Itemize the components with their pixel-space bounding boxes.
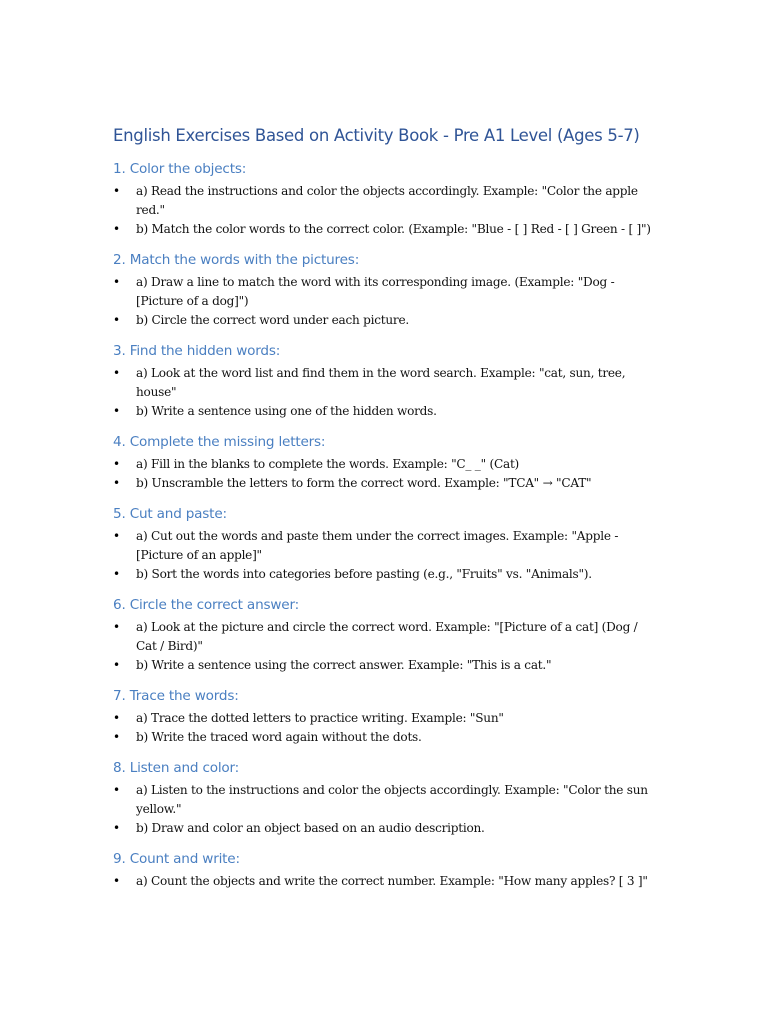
bullet-icon: • (113, 457, 120, 471)
bullet-list (113, 618, 658, 675)
section-heading: 2. Match the words with the pictures: (113, 252, 360, 268)
bullet-list (113, 781, 658, 838)
exercise-section (113, 686, 658, 747)
list-item (113, 273, 658, 311)
section-heading: 6. Circle the correct answer: (113, 597, 299, 613)
list-item-text: b) Write a sentence using one of the hidden words. (136, 404, 437, 418)
bullet-list (113, 709, 658, 747)
list-item (113, 709, 658, 728)
section-heading: 7. Trace the words: (113, 688, 239, 704)
list-item (113, 872, 658, 891)
exercise-section (113, 250, 658, 330)
bullet-list (113, 455, 658, 493)
exercise-section (113, 758, 658, 838)
exercise-section (113, 341, 658, 421)
list-item-text: b) Write the traced word again without the dots. (136, 730, 422, 744)
list-item (113, 402, 658, 421)
bullet-list (113, 273, 658, 330)
list-item (113, 656, 658, 675)
list-item (113, 455, 658, 474)
bullet-icon: • (113, 874, 120, 888)
list-item (113, 728, 658, 747)
list-item (113, 565, 658, 584)
bullet-list (113, 872, 658, 891)
bullet-list (113, 364, 658, 421)
bullet-icon: • (113, 730, 120, 744)
list-item (113, 618, 658, 656)
list-item-text: a) Cut out the words and paste them under the correct images. Example: "Apple - [Picture of an apple]" (136, 529, 619, 562)
list-item (113, 364, 658, 402)
list-item (113, 527, 658, 565)
list-item (113, 819, 658, 838)
bullet-list (113, 182, 658, 239)
list-item (113, 781, 658, 819)
list-item-text: b) Circle the correct word under each picture. (136, 313, 409, 327)
exercise-section (113, 159, 658, 239)
exercise-section (113, 595, 658, 675)
bullet-icon: • (113, 476, 120, 490)
section-heading: 4. Complete the missing letters: (113, 434, 326, 450)
list-item-text: a) Draw a line to match the word with its corresponding image. (Example: "Dog - [Picture of a dog]") (136, 275, 615, 308)
bullet-icon: • (113, 567, 120, 581)
exercise-sections (113, 159, 658, 891)
section-heading: 3. Find the hidden words: (113, 343, 281, 359)
document-title: English Exercises Based on Activity Book - Pre A1 Level (Ages 5-7) (113, 126, 640, 145)
list-item-text: a) Fill in the blanks to complete the words. Example: "C_ _" (Cat) (136, 457, 520, 471)
list-item-text: a) Read the instructions and color the objects accordingly. Example: "Color the apple red." (136, 184, 638, 217)
section-heading: 5. Cut and paste: (113, 506, 227, 522)
list-item-text: b) Draw and color an object based on an audio description. (136, 821, 485, 835)
exercise-section (113, 432, 658, 493)
section-heading: 9. Count and write: (113, 851, 240, 867)
exercise-section (113, 849, 658, 891)
bullet-icon: • (113, 783, 120, 797)
list-item (113, 474, 658, 493)
list-item-text: a) Trace the dotted letters to practice writing. Example: "Sun" (136, 711, 504, 725)
bullet-icon: • (113, 275, 120, 289)
exercise-section (113, 504, 658, 584)
bullet-icon: • (113, 313, 120, 327)
list-item-text: b) Unscramble the letters to form the correct word. Example: "TCA" → "CAT" (136, 476, 592, 490)
list-item-text: b) Match the color words to the correct color. (Example: "Blue - [ ] Red - [ ] Green - [ ]") (136, 222, 651, 236)
list-item (113, 220, 658, 239)
list-item (113, 182, 658, 220)
section-heading: 8. Listen and color: (113, 760, 240, 776)
bullet-icon: • (113, 711, 120, 725)
bullet-icon: • (113, 184, 120, 198)
list-item-text: a) Listen to the instructions and color the objects accordingly. Example: "Color the sun yellow." (136, 783, 648, 816)
bullet-icon: • (113, 529, 120, 543)
bullet-icon: • (113, 366, 120, 380)
bullet-list (113, 527, 658, 584)
list-item-text: b) Sort the words into categories before pasting (e.g., "Fruits" vs. "Animals"). (136, 567, 592, 581)
list-item-text: a) Look at the picture and circle the correct word. Example: "[Picture of a cat] (Dog / Cat / Bird)" (136, 620, 638, 653)
bullet-icon: • (113, 658, 120, 672)
bullet-icon: • (113, 404, 120, 418)
bullet-icon: • (113, 620, 120, 634)
list-item-text: b) Write a sentence using the correct answer. Example: "This is a cat." (136, 658, 552, 672)
list-item-text: a) Look at the word list and find them in the word search. Example: "cat, sun, tree, house" (136, 366, 626, 399)
list-item-text: a) Count the objects and write the correct number. Example: "How many apples? [ 3 ]" (136, 874, 648, 888)
bullet-icon: • (113, 821, 120, 835)
list-item (113, 311, 658, 330)
section-heading: 1. Color the objects: (113, 161, 247, 177)
bullet-icon: • (113, 222, 120, 236)
